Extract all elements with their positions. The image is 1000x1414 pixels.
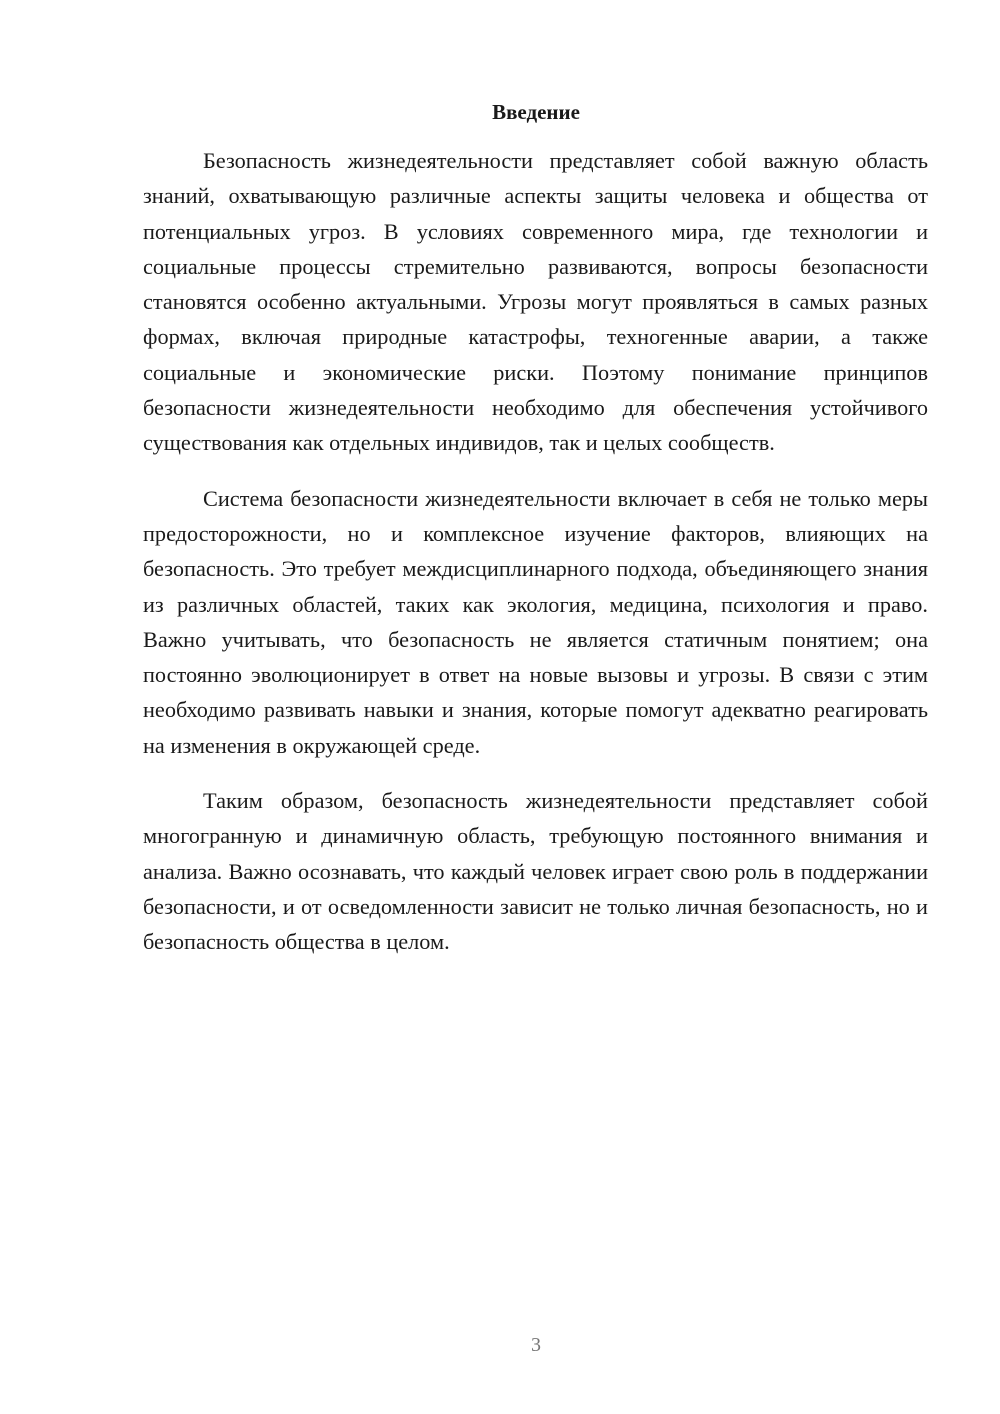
paragraph-2: Система безопасности жизнедеятельности включает в себя не только меры предосторожности, но и комплексное изучение факторов, влияющих на безопасность. Это требует междисциплинарного подхода, объединяющего знания из различных областей, таких как экология, медицина, психология и право. Важно учитывать, что безопасность не является статичным понятием; она постоянно эволюционирует в ответ на новые вызовы и угрозы. В связи с этим необходимо развивать навыки и знания, которые помогут адекватно реагировать на изменения в окружающей среде. bbox=[143, 485, 928, 758]
body-text bbox=[143, 143, 928, 980]
paragraph-3: Таким образом, безопасность жизнедеятельности представляет собой многогранную и динамичную область, требующую постоянного внимания и анализа. Важно осознавать, что каждый человек играет свою роль в поддержании безопасности, и от осведомленности зависит не только личная безопасность, но и безопасность общества в целом. bbox=[143, 788, 928, 955]
section-title: Введение bbox=[492, 100, 580, 124]
paragraph-1: Безопасность жизнедеятельности представляет собой важную область знаний, охватывающую различные аспекты защиты человека и общества от потенциальных угроз. В условиях современного мира, где технологии и социальные процессы стремительно развиваются, вопросы безопасности становятся особенно актуальными. Угрозы могут проявляться в самых разных формах, включая природные катастрофы, техногенные аварии, а также социальные и экономические риски. Поэтому понимание принципов безопасности жизнедеятельности необходимо для обеспечения устойчивого существования как отдельных индивидов, так и целых сообществ. bbox=[143, 148, 928, 456]
page-number: 3 bbox=[531, 1334, 541, 1356]
